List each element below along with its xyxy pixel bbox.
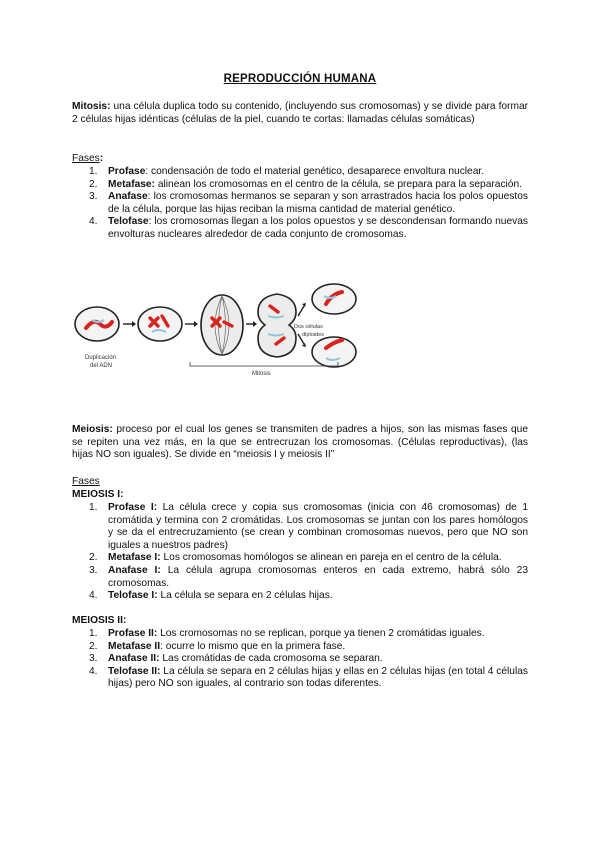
list-item: 4. Telofase: los cromosomas llegan a los polos opuestos y se descondensan formando nuevas envolturas nucleares alrededor de cada conjunto de cromosomas.	[89, 216, 528, 240]
meiosis-1-heading: MEIOSIS I:	[72, 489, 124, 500]
mitosis-phases-heading: Fases:	[72, 153, 104, 164]
cell-dividing-icon	[258, 294, 296, 357]
label-dos-celulas: Dos células	[294, 324, 323, 330]
list-item: 3. Anafase II: Las cromátidas de cada cromosoma se separan.	[89, 653, 383, 665]
mitosis-text: una célula duplica todo su contenido, (incluyendo sus cromosomas) y se divide para formar 2 células hijas idénticas (células de la piel, cuando te cortas: llamadas células somáticas)	[72, 101, 528, 125]
daughter-cell-bottom-icon	[312, 337, 356, 367]
meiosis-definition	[72, 424, 528, 462]
cell-mitosis-spindle-icon	[201, 295, 243, 355]
meiosis-2-phase-list	[72, 628, 528, 691]
page-title: REPRODUCCIÓN HUMANA	[223, 73, 377, 85]
meiosis-term: Meiosis:	[72, 424, 113, 435]
label-duplicacion: Duplicación	[85, 355, 117, 361]
list-item: 2. Metafase II: ocurre lo mismo que en la primera fase.	[89, 640, 346, 652]
list-item: 1. Profase I: La célula crece y copia sus cromosomas (inicia con 46 cromosomas) de 1 cromátida y termina con 2 cromátidas. Los cromosomas se juntan con los pares homólogos y se da el entrecruzamiento (se crean y combinan cromosomas nuevos, pero que NO son iguales a nuestros padres)	[89, 502, 528, 551]
mitosis-definition	[72, 101, 528, 126]
meiosis-text: proceso por el cual los genes se transmiten de padres a hijos, son las mismas fases que se repiten una vez más, en la que se entrecruzan los cromosomas. (Células reproductivas), (las hijas NO son iguales). Se divide en “meiosis I y meiosis II”	[72, 424, 528, 461]
label-mitosis: Mitosis	[252, 371, 271, 377]
mitosis-phase-list	[72, 166, 528, 242]
daughter-cell-top-icon	[312, 284, 356, 314]
label-del-adn: del ADN	[90, 363, 113, 369]
list-item: 4. Telofase II: La célula se separa en 2 células hijas y ellas en 2 células hijas (en total 4 células hijas) pero NO son iguales, al contrario son todas diferentes.	[89, 665, 528, 690]
meiosis-1-phase-list	[72, 502, 528, 603]
meiosis-2-heading: MEIOSIS II:	[72, 615, 127, 626]
cell-duplication-1-icon	[75, 307, 119, 341]
list-item: 2. Metafase: alinean los cromosomas en el centro de la célula, se prepara para la separación.	[89, 178, 522, 190]
list-item: 3. Anafase: los cromosomas hermanos se separan y son arrastrados hacia los polos opuestos de la célula, porque las hijas reciban la misma cantidad de material genético.	[89, 191, 528, 215]
mitosis-diagram	[72, 282, 372, 382]
list-item: 2. Metafase I: Los cromosomas homólogos se alinean en pareja en el centro de la célula.	[89, 552, 502, 564]
list-item: 4. Telofase I: La célula se separa en 2 células hijas.	[89, 590, 333, 602]
cell-duplication-2-icon	[138, 307, 182, 341]
list-item: 1. Profase: condensación de todo el material genético, desaparece envoltura nuclear.	[89, 166, 485, 177]
mitosis-term: Mitosis:	[72, 101, 111, 112]
meiosis-phases-heading: Fases	[72, 476, 100, 487]
label-diploides: diploides	[302, 332, 325, 338]
list-item: 1. Profase II: Los cromosomas no se replican, porque ya tienen 2 cromátidas iguales.	[89, 628, 485, 639]
list-item: 3. Anafase I: La célula agrupa cromosomas enteros en cada extremo, habrá sólo 23 cromosomas.	[89, 564, 528, 589]
